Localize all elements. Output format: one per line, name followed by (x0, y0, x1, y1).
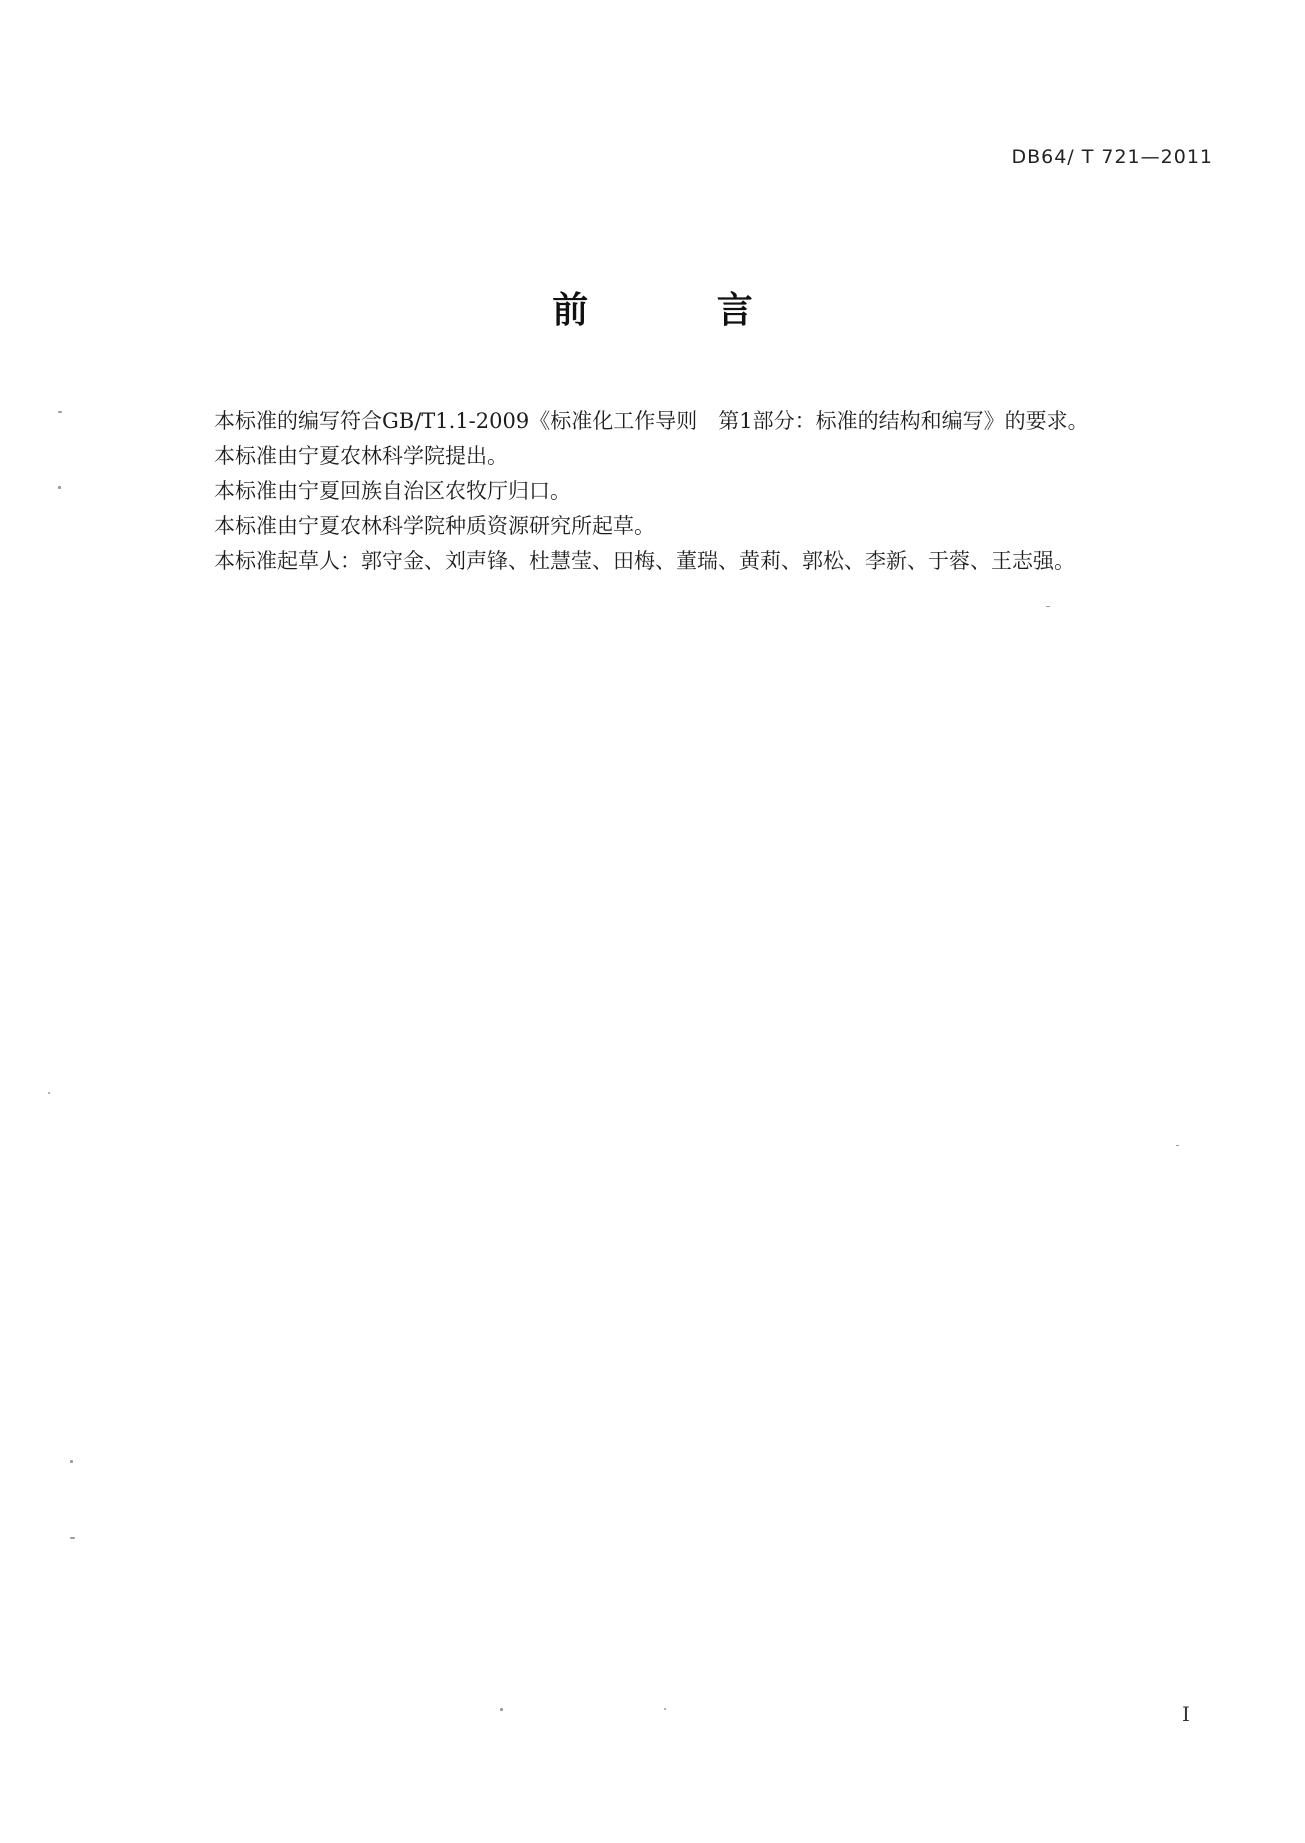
page-number: I (1182, 1702, 1190, 1726)
foreword-paragraph: 本标准的编写符合GB/T1.1-2009《标准化工作导则 第1部分：标准的结构和编写》的要求。 (214, 409, 1089, 433)
scan-speck (1176, 1145, 1179, 1146)
standard-code: DB64/ T 721—2011 (1011, 146, 1213, 168)
scan-speck (70, 1460, 73, 1463)
page-title: 前 言 (552, 290, 811, 331)
foreword-paragraph: 本标准由宁夏农林科学院提出。 (214, 444, 508, 468)
foreword-body (214, 404, 1224, 579)
foreword-paragraph: 本标准由宁夏回族自治区农牧厅归口。 (214, 479, 571, 503)
scan-speck (48, 1092, 50, 1094)
scan-speck (1046, 606, 1050, 607)
foreword-paragraph: 本标准由宁夏农林科学院种质资源研究所起草。 (214, 514, 655, 538)
scan-speck (58, 411, 62, 413)
scan-speck (70, 1537, 75, 1539)
scan-speck (664, 1708, 666, 1710)
scan-speck (58, 486, 61, 489)
foreword-paragraph: 本标准起草人：郭守金、刘声锋、杜慧莹、田梅、董瑞、黄莉、郭松、李新、于蓉、王志强。 (214, 549, 1075, 573)
scan-speck (500, 1708, 503, 1711)
